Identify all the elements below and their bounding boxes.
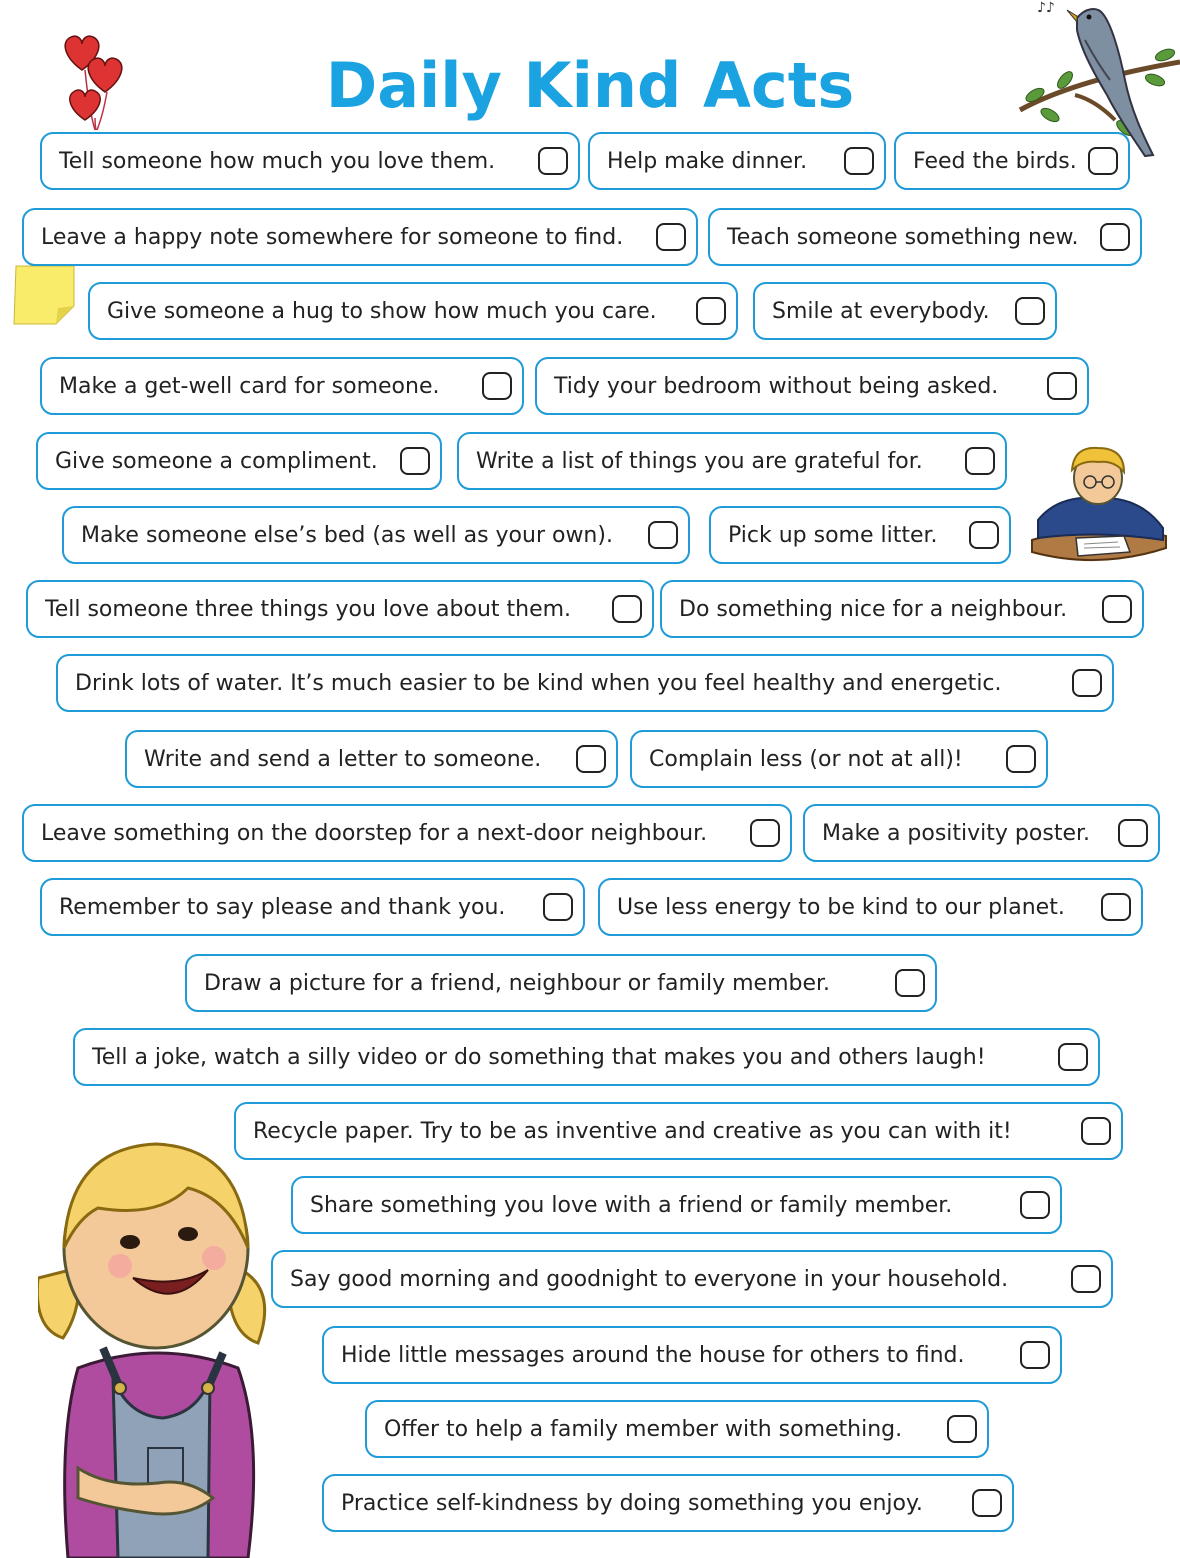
kind-act-checkbox[interactable]: [1101, 893, 1131, 921]
kind-act-item[interactable]: [36, 432, 442, 490]
kind-act-label: Feed the birds.: [913, 148, 1077, 174]
kind-act-item[interactable]: [588, 132, 886, 190]
kind-act-checkbox[interactable]: [895, 969, 925, 997]
kind-act-label: Write a list of things you are grateful for.: [476, 448, 923, 474]
kind-act-item[interactable]: [88, 282, 738, 340]
girl-smiling-illustration: [38, 1138, 278, 1558]
svg-text:♪♪: ♪♪: [1037, 0, 1055, 16]
kind-act-label: Give someone a compliment.: [55, 448, 378, 474]
kind-act-checkbox[interactable]: [972, 1489, 1002, 1517]
kind-act-checkbox[interactable]: [612, 595, 642, 623]
kind-act-checkbox[interactable]: [750, 819, 780, 847]
kind-act-label: Tell a joke, watch a silly video or do something that makes you and others laugh!: [92, 1044, 986, 1070]
boy-writing-illustration: [1028, 440, 1170, 570]
kind-act-item[interactable]: [62, 506, 690, 564]
kind-act-checkbox[interactable]: [1072, 669, 1102, 697]
kind-act-item[interactable]: [291, 1176, 1062, 1234]
kind-act-item[interactable]: [40, 878, 585, 936]
kind-act-checkbox[interactable]: [576, 745, 606, 773]
kind-act-checkbox[interactable]: [1020, 1191, 1050, 1219]
kind-act-label: Use less energy to be kind to our planet.: [617, 894, 1065, 920]
kind-act-label: Draw a picture for a friend, neighbour or family member.: [204, 970, 831, 996]
kind-act-checkbox[interactable]: [1102, 595, 1132, 623]
kind-act-item[interactable]: [125, 730, 618, 788]
kind-act-label: Pick up some litter.: [728, 522, 938, 548]
kind-act-label: Leave something on the doorstep for a next-door neighbour.: [41, 820, 708, 846]
kind-act-item[interactable]: [709, 506, 1011, 564]
kind-act-item[interactable]: [234, 1102, 1123, 1160]
kind-act-label: Write and send a letter to someone.: [144, 746, 542, 772]
kind-act-label: Smile at everybody.: [772, 298, 990, 324]
sticky-note-icon: [12, 264, 78, 326]
kind-act-label: Drink lots of water. It’s much easier to be kind when you feel healthy and energetic.: [75, 670, 1002, 696]
kind-act-label: Give someone a hug to show how much you care.: [107, 298, 657, 324]
kind-act-item[interactable]: [22, 804, 792, 862]
kind-act-item[interactable]: [894, 132, 1130, 190]
kind-act-checkbox[interactable]: [1081, 1117, 1111, 1145]
kind-act-label: Teach someone something new.: [727, 224, 1079, 250]
kind-act-label: Make a positivity poster.: [822, 820, 1090, 846]
kind-act-item[interactable]: [73, 1028, 1100, 1086]
kind-act-checkbox[interactable]: [1088, 147, 1118, 175]
kind-act-item[interactable]: [598, 878, 1143, 936]
kind-act-label: Say good morning and goodnight to everyone in your household.: [290, 1266, 1009, 1292]
kind-act-label: Do something nice for a neighbour.: [679, 596, 1068, 622]
kind-act-checkbox[interactable]: [965, 447, 995, 475]
kind-act-item[interactable]: [803, 804, 1160, 862]
kind-act-item[interactable]: [630, 730, 1048, 788]
kind-act-label: Tell someone how much you love them.: [59, 148, 496, 174]
kind-act-checkbox[interactable]: [538, 147, 568, 175]
kind-act-checkbox[interactable]: [1118, 819, 1148, 847]
kind-act-item[interactable]: [26, 580, 654, 638]
kind-act-checkbox[interactable]: [844, 147, 874, 175]
kind-act-checkbox[interactable]: [648, 521, 678, 549]
kind-act-item[interactable]: [457, 432, 1007, 490]
heart-balloons-icon: [55, 30, 140, 135]
kind-act-checkbox[interactable]: [400, 447, 430, 475]
kind-act-label: Tidy your bedroom without being asked.: [554, 373, 999, 399]
kind-act-item[interactable]: [535, 357, 1089, 415]
kind-act-checkbox[interactable]: [696, 297, 726, 325]
kind-act-label: Offer to help a family member with something.: [384, 1416, 903, 1442]
kind-act-item[interactable]: [40, 357, 524, 415]
kind-act-label: Share something you love with a friend or family member.: [310, 1192, 953, 1218]
kind-act-checkbox[interactable]: [947, 1415, 977, 1443]
kind-act-checkbox[interactable]: [1006, 745, 1036, 773]
kind-act-item[interactable]: [708, 208, 1142, 266]
kind-act-label: Make a get-well card for someone.: [59, 373, 440, 399]
kind-act-item[interactable]: [660, 580, 1144, 638]
kind-act-checkbox[interactable]: [1100, 223, 1130, 251]
kind-act-checkbox[interactable]: [1058, 1043, 1088, 1071]
kind-act-label: Hide little messages around the house for others to find.: [341, 1342, 965, 1368]
kind-act-label: Complain less (or not at all)!: [649, 746, 963, 772]
kind-act-checkbox[interactable]: [656, 223, 686, 251]
kind-act-label: Make someone else’s bed (as well as your own).: [81, 522, 613, 548]
kind-act-item[interactable]: [365, 1400, 989, 1458]
kind-act-label: Practice self-kindness by doing something you enjoy.: [341, 1490, 923, 1516]
page-title: Daily Kind Acts: [325, 49, 855, 122]
kind-act-item[interactable]: [185, 954, 937, 1012]
kind-act-item[interactable]: [22, 208, 698, 266]
kind-act-label: Leave a happy note somewhere for someone to find.: [41, 224, 624, 250]
kind-act-checkbox[interactable]: [482, 372, 512, 400]
kind-act-checkbox[interactable]: [1015, 297, 1045, 325]
kind-act-item[interactable]: [271, 1250, 1113, 1308]
kind-act-checkbox[interactable]: [1047, 372, 1077, 400]
kind-act-label: Tell someone three things you love about them.: [45, 596, 572, 622]
kind-act-item[interactable]: [56, 654, 1114, 712]
kind-act-label: Remember to say please and thank you.: [59, 894, 506, 920]
kind-act-item[interactable]: [753, 282, 1057, 340]
kind-act-label: Help make dinner.: [607, 148, 808, 174]
kind-act-item[interactable]: [322, 1326, 1062, 1384]
kind-act-checkbox[interactable]: [1020, 1341, 1050, 1369]
kind-act-label: Recycle paper. Try to be as inventive and creative as you can with it!: [253, 1118, 1012, 1144]
kind-act-checkbox[interactable]: [969, 521, 999, 549]
kind-act-item[interactable]: [322, 1474, 1014, 1532]
kind-act-item[interactable]: [40, 132, 580, 190]
kind-act-checkbox[interactable]: [543, 893, 573, 921]
kind-act-checkbox[interactable]: [1071, 1265, 1101, 1293]
